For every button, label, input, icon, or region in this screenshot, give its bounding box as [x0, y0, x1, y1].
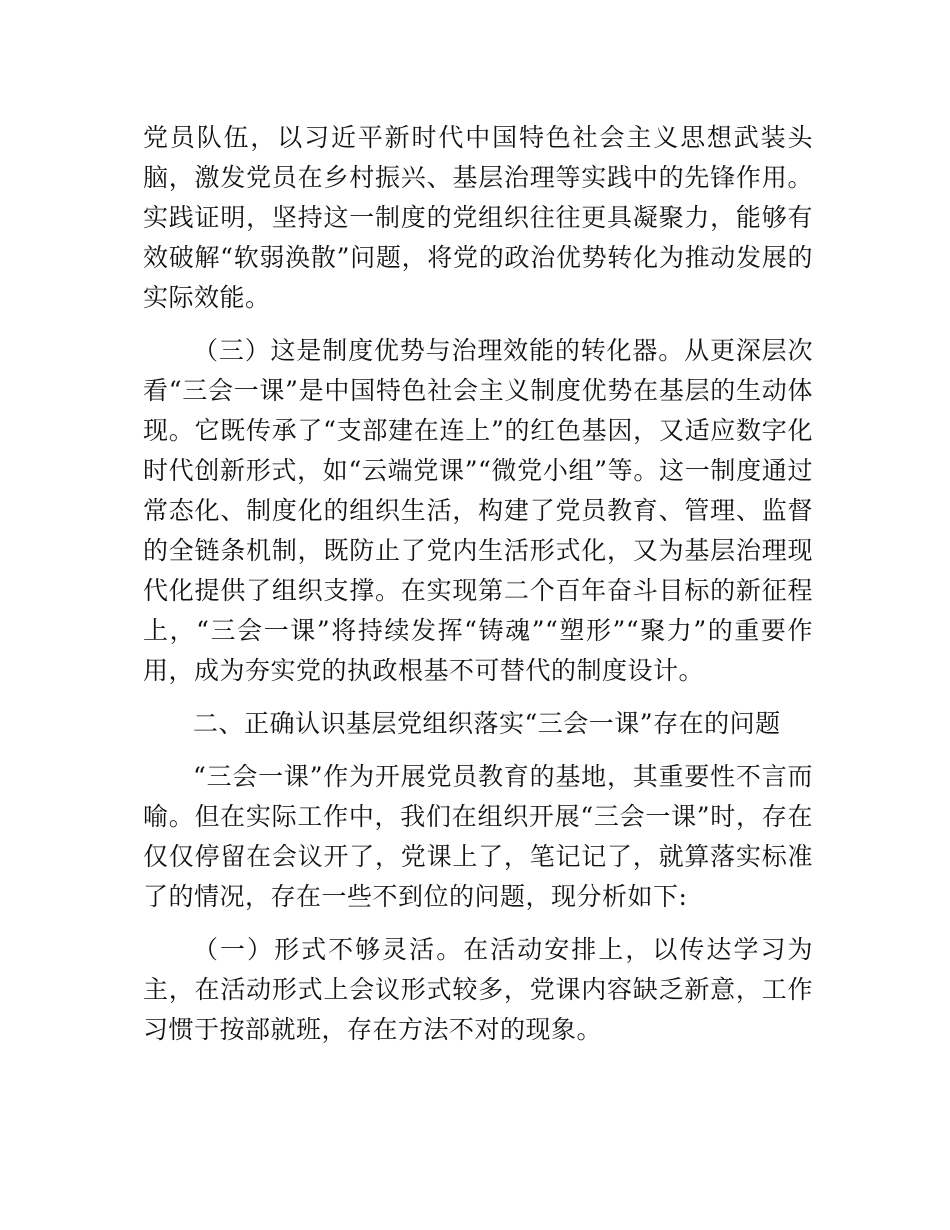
paragraph-problems-intro: “三会一课”作为开展党员教育的基地，其重要性不言而喻。但在实际工作中，我们在组织开展“三会一课”时，存在仅仅停留在会议开了，党课上了，笔记记了，就算落实标准了的情况，存在一些不到位的问题，现分析如下:: [143, 762, 813, 911]
paragraph-institutional-advantage: （三）这是制度优势与治理效能的转化器。从更深层次看“三会一课”是中国特色社会主义制度优势在基层的生动体现。它既传承了“支部建在连上”的红色基因，又适应数字化时代创新形式，如“云端党课”“微党小组”等。这一制度通过常态化、制度化的组织生活，构建了党员教育、管理、监督的全链条机制，既防止了党内生活形式化，又为基层治理现代化提供了组织支撑。在实现第二个百年奋斗目标的新征程上，“三会一课”将持续发挥“铸魂”“塑形”“聚力”的重要作用，成为夯实党的执政根基不可替代的制度设计。: [143, 336, 813, 685]
paragraph-item-one: （一）形式不够灵活。在活动安排上，以传达学习为主，在活动形式上会议形式较多，党课内容缺乏新意，工作习惯于按部就班，存在方法不对的现象。: [143, 935, 813, 1044]
document-body: [143, 118, 813, 1050]
paragraph-party-ranks-continuation: 党员队伍，以习近平新时代中国特色社会主义思想武装头脑，激发党员在乡村振兴、基层治理等实践中的先锋作用。实践证明，坚持这一制度的党组织往往更具凝聚力，能够有效破解“软弱涣散”问题，将党的政治优势转化为推动发展的实际效能。: [143, 123, 813, 312]
section-heading-two: 二、正确认识基层党组织落实“三会一课”存在的问题: [193, 709, 781, 738]
